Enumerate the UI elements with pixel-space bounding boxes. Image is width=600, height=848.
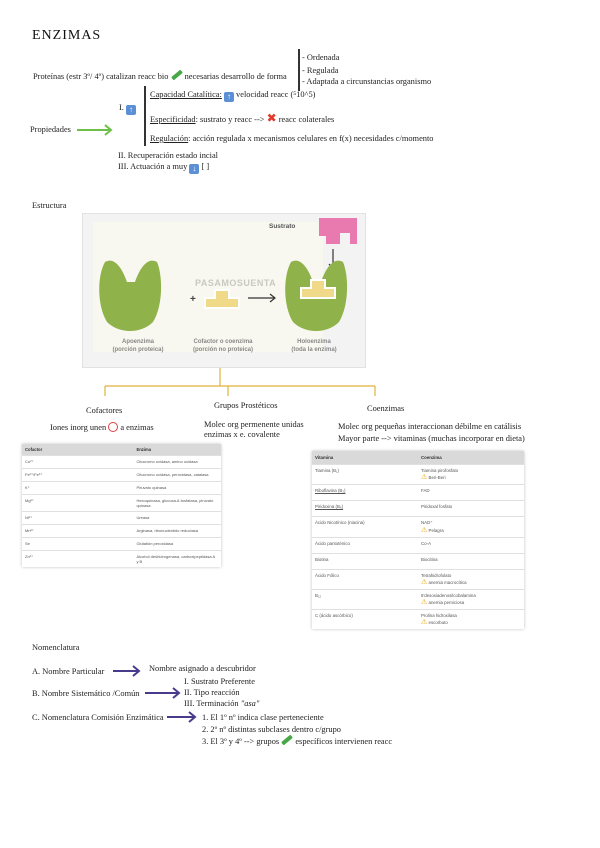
table-row: Se Glutatión peroxidasa [22, 538, 221, 551]
clock-icon [108, 422, 118, 432]
proteinas-line [33, 72, 287, 81]
table-row: K⁺ Piruvato quinasa [22, 482, 221, 495]
warning-icon: ⚠ [421, 578, 428, 586]
estructura-label: Estructura [32, 201, 67, 210]
table-row: Biotina Biocitina [312, 554, 524, 570]
watermark-text: PASAMOSUENTA [195, 278, 277, 288]
table-row: Riboflavina (B₂) FAD [312, 485, 524, 501]
header-vitamina: Vitamina [312, 451, 418, 465]
substrate-shape [317, 216, 361, 248]
pencil-icon [281, 735, 293, 746]
table-row: Tiamina (B₁) Tiamina pirofosfato ⚠ Beri-Beri [312, 465, 524, 485]
regulacion-row: Regulación: acción regulada x mecanismos celulares en f(x) necesidades c/momento [150, 134, 434, 143]
nomenclatura-comision: C. Nomenclatura Comisión Enzimática [32, 713, 164, 722]
especificidad-row: Especificidad: sustrato y reacc --> ✖ reacc colaterales [150, 111, 335, 125]
cofactor-shape [201, 286, 243, 312]
apoenzima-label: Apoenzima (porción proteica) [112, 339, 164, 353]
table-row: Ácido pantoténico Co-A [312, 538, 524, 554]
necesarias-text: necesarias desarrollo de forma [184, 72, 287, 81]
purple-arrow-icon [166, 711, 200, 723]
warning-icon: ⚠ [421, 473, 428, 481]
nombre-particular: A. Nombre Particular [32, 667, 105, 676]
cofactores-desc: Iones inorg unen a enzimas [50, 423, 154, 432]
table-row: Ácido Nicotínico (niacina) NAD⁺ ⚠ Pelagra [312, 517, 524, 538]
cofactores-table [22, 444, 221, 567]
propiedades-label: Propiedades [30, 125, 71, 134]
nombre-sistematico: B. Nombre Sistemático /Común [32, 689, 140, 698]
arrow-up-icon: ↑ [224, 92, 234, 102]
apoenzima-shape [97, 256, 163, 334]
holoenzima-label: Holoenzima (toda la enzima) [291, 339, 337, 353]
table-row: Ni²⁺ Ureasa [22, 512, 221, 525]
proteinas-text: Proteínas (estr 3º/ 4º) catalizan reacc bio [33, 72, 169, 81]
table-row: Fe²⁺/Fe³⁺ Citocromo oxidasa, peroxidasa, catalasa [22, 469, 221, 482]
table-row: Ácido Fólico Tetrahidrofolato ⚠ anemia macrocítica [312, 570, 524, 590]
forma-adaptada: - Adaptada a circunstancias organismo [302, 77, 432, 86]
coenzimas-table [312, 451, 524, 629]
table-row: Mn²⁺ Arginasa, ribonucleótido reductasa [22, 525, 221, 538]
arrow-up-icon: ↑ [126, 105, 136, 115]
nomenclatura-label: Nomenclatura [32, 643, 80, 652]
comision-3: 3. El 3º y 4º --> grupos específicos intervienen reacc [202, 737, 392, 746]
arrow-down-icon: ↓ [189, 164, 199, 174]
grupos-desc-1: Molec org permenente unidas [204, 420, 304, 429]
page-title: ENZIMAS [32, 28, 102, 43]
table-header-row [22, 444, 221, 456]
capacidad-row: Capacidad Catalítica: ↑ velocidad reacc (⁵10^5) [150, 90, 316, 101]
plus-sign: + [190, 294, 196, 305]
coenzimas-desc-1: Molec org pequeñas interaccionan débilme en catálisis [338, 422, 522, 431]
table-row: Mg²⁺ Hexoquinasa, glucosa-6-fosfatasa, piruvato quinasa [22, 495, 221, 512]
sustrato-preferente: I. Sustrato Preferente [184, 677, 255, 686]
cofactor-label: Cofactor o coenzima (porción no proteica) [193, 339, 253, 353]
grupos-title: Grupos Prostéticos [214, 401, 278, 410]
warning-icon: ⚠ [421, 598, 428, 606]
purple-arrow-icon [144, 687, 184, 699]
sustrato-label: Sustrato [269, 223, 296, 230]
coenzimas-title: Coenzimas [367, 404, 405, 413]
header-coenzima: Coenzima [418, 451, 524, 465]
purple-arrow-icon [112, 665, 144, 677]
table-header-row [312, 451, 524, 465]
terminacion: III. Terminación "asa" [184, 699, 260, 708]
table-row: Piridoxina (B₆) Piridoxal fosfato [312, 501, 524, 517]
holoenzima-shape [283, 256, 349, 336]
nombre-particular-desc: Nombre asignado a descubridor [149, 664, 256, 673]
coenzimas-desc-2: Mayor parte --> vitaminas (muchas incorporar en dieta) [338, 434, 525, 443]
roman-2: II. Recuperación estado incial [118, 151, 218, 160]
cross-icon: ✖ [266, 111, 277, 125]
comision-2: 2. 2º nº distintas subclases dentro c/grupo [202, 725, 341, 734]
header-enzima: Enzima [133, 444, 221, 456]
warning-icon: ⚠ [421, 618, 428, 626]
arrow-right-icon [247, 292, 279, 304]
header-cofactor: Cofactor [22, 444, 133, 456]
propiedades-bracket [144, 86, 146, 146]
roman-1: I. ↑ [119, 103, 136, 115]
table-row: Zn²⁺ Alcohol deshidrogenasa, carboxipeptidasa A y B [22, 551, 221, 568]
green-arrow-icon [76, 124, 116, 136]
forma-regulada: - Regulada [302, 66, 339, 75]
roman-3: III. Actuación a muy ↓ [ ] [118, 162, 210, 173]
table-row: B₁₂ 5'desoxiadenosilcobalamina ⚠ anemia perniciosa [312, 590, 524, 610]
pencil-icon [171, 70, 183, 81]
formas-bracket [298, 49, 300, 91]
tipo-reaccion: II. Tipo reacción [184, 688, 240, 697]
cofactores-title: Cofactores [86, 406, 123, 415]
estructura-diagram [82, 213, 366, 368]
grupos-desc-2: enzimas x e. covalente [204, 430, 280, 439]
table-row: Cu²⁺ Citocromo oxidasa, amino oxidasa [22, 456, 221, 469]
table-row: C (ácido ascórbico) Prolina hidroxilasa ⚠ escorbuto [312, 610, 524, 630]
warning-icon: ⚠ [421, 526, 428, 534]
forma-ordenada: - Ordenada [302, 53, 340, 62]
comision-1: 1. El 1º nº indica clase perteneciente [202, 713, 324, 722]
